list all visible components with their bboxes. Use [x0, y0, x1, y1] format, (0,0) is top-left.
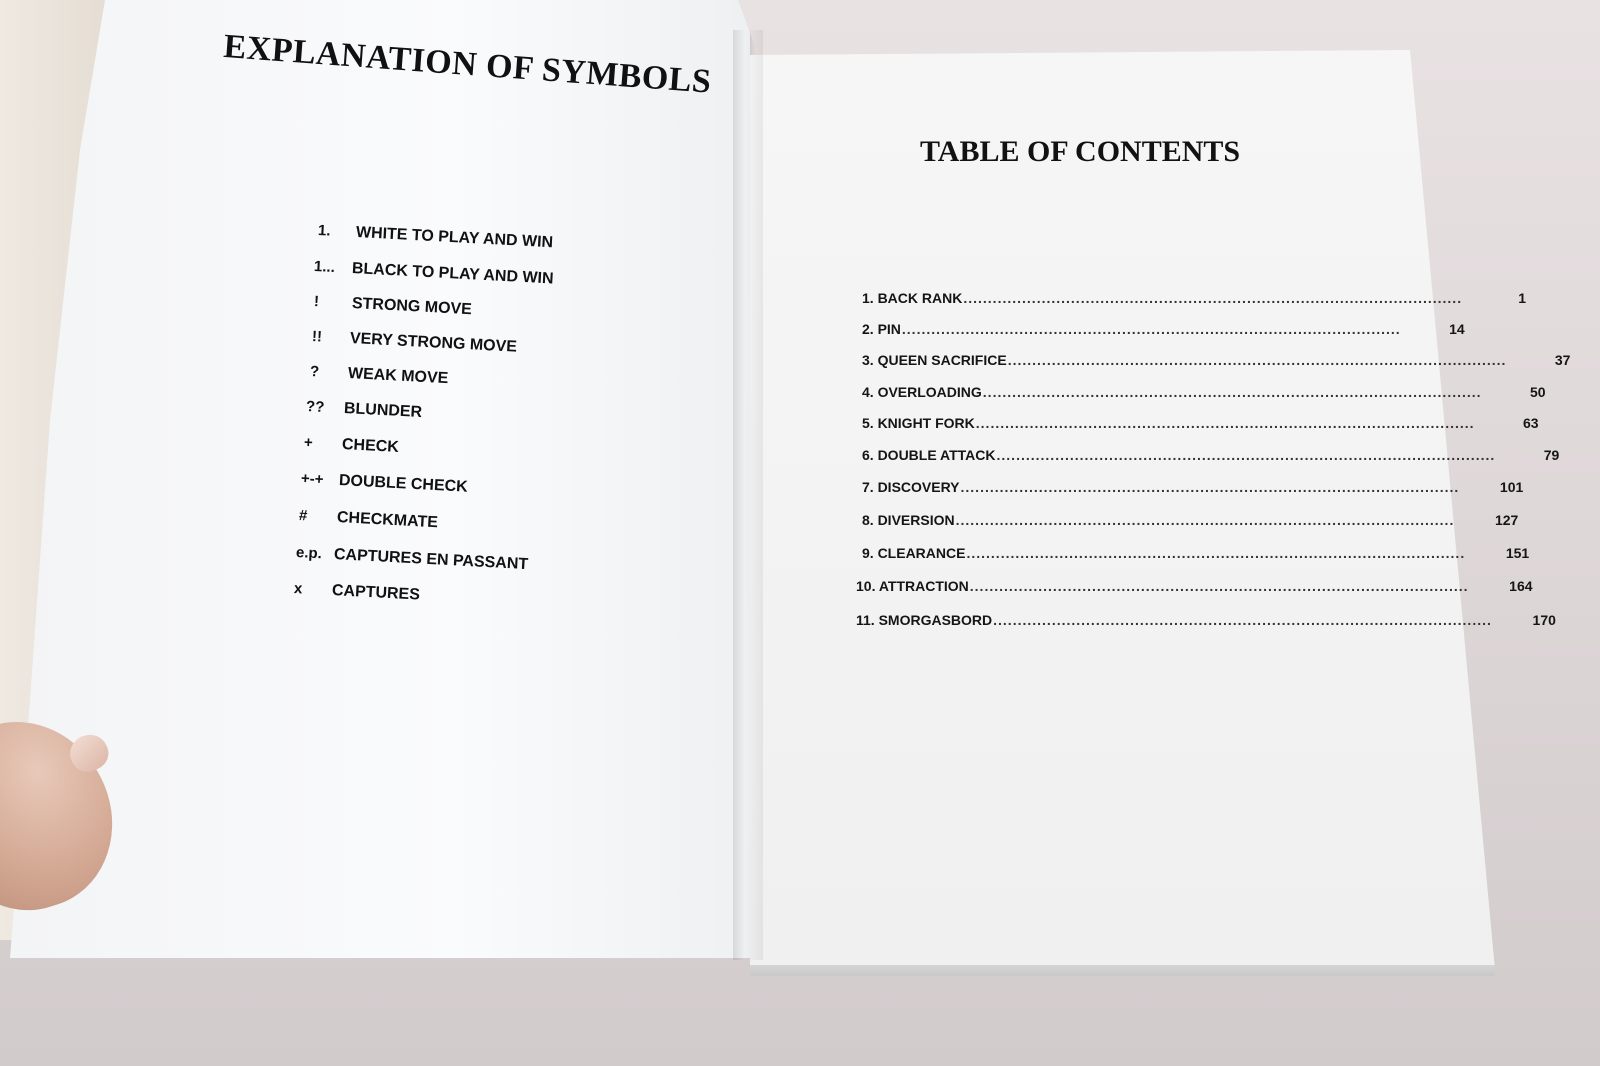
symbol-key: +	[303, 434, 314, 452]
symbol-description: CAPTURES	[331, 582, 421, 604]
symbol-key: !!	[311, 328, 323, 346]
toc-leader-dots: ......................................................................................................	[975, 415, 1475, 431]
symbol-description: CHECK	[341, 436, 400, 456]
symbol-key: ??	[305, 398, 325, 416]
toc-entry-label: 6. DOUBLE ATTACK	[862, 447, 996, 463]
symbol-description: CAPTURES EN PASSANT	[333, 546, 529, 574]
toc-entry	[862, 384, 1546, 400]
toc-entry-label: 8. DIVERSION	[862, 512, 955, 528]
toc-leader-dots: ......................................................................................................	[993, 612, 1492, 628]
toc-entry-label: 11. SMORGASBORD	[856, 612, 993, 628]
toc-entry	[862, 321, 1465, 337]
toc-entry-label: 5. KNIGHT FORK	[862, 415, 975, 431]
symbol-description: BLACK TO PLAY AND WIN	[351, 260, 554, 288]
toc-entry-label: 9. CLEARANCE	[862, 545, 966, 561]
toc-entry-label: 2. PIN	[862, 321, 901, 337]
toc-leader-dots: ......................................................................................................	[982, 384, 1482, 400]
toc-entry-page: 101	[1499, 479, 1524, 495]
symbol-description: DOUBLE CHECK	[338, 472, 469, 496]
toc-entry-label: 7. DISCOVERY	[862, 479, 960, 495]
toc-leader-dots: ......................................................................................................	[1007, 352, 1507, 368]
toc-entry	[862, 545, 1530, 561]
symbol-key: e.p.	[295, 544, 323, 563]
toc-entry-page: 151	[1505, 545, 1530, 561]
toc-entry-page: 170	[1532, 612, 1556, 628]
symbol-key: x	[293, 580, 303, 598]
toc-leader-dots: ......................................................................................................	[969, 578, 1469, 594]
toc-leader-dots: ......................................................................................................	[996, 447, 1496, 463]
toc-entry	[862, 415, 1539, 431]
toc-entry	[862, 479, 1524, 495]
right-page	[750, 50, 1495, 965]
symbol-description: BLUNDER	[343, 400, 423, 422]
symbol-key: !	[313, 293, 320, 311]
toc-entry-page: 63	[1522, 415, 1539, 431]
toc-entry	[862, 290, 1527, 306]
symbol-description: WEAK MOVE	[347, 365, 449, 388]
toc-entry-label: 1. BACK RANK	[862, 290, 963, 306]
symbol-description: WHITE TO PLAY AND WIN	[355, 224, 554, 252]
toc-entry-label: 4. OVERLOADING	[862, 384, 982, 400]
toc-entry-label: 3. QUEEN SACRIFICE	[862, 352, 1007, 368]
symbols-heading: EXPLANATION OF SYMBOLS	[222, 28, 713, 101]
toc-entry	[862, 352, 1571, 368]
toc-entry	[856, 578, 1533, 594]
toc-heading: TABLE OF CONTENTS	[920, 135, 1241, 168]
toc-entry-label: 10. ATTRACTION	[856, 578, 969, 594]
symbol-key: +-+	[300, 470, 324, 489]
toc-entry	[856, 612, 1556, 628]
toc-leader-dots: ......................................................................................................	[960, 479, 1460, 495]
toc-entry-page: 127	[1494, 512, 1519, 528]
symbol-key: 1...	[313, 258, 336, 277]
toc-entry-page: 14	[1449, 321, 1465, 337]
book-gutter	[733, 30, 763, 960]
symbol-key: #	[298, 507, 308, 525]
toc-leader-dots: ......................................................................................................	[963, 290, 1463, 306]
toc-entry	[862, 447, 1560, 463]
symbol-key: 1.	[317, 222, 331, 240]
symbol-key: ?	[309, 363, 320, 381]
toc-entry-page: 37	[1554, 352, 1571, 368]
toc-leader-dots: ......................................................................................................	[955, 512, 1455, 528]
toc-leader-dots: ......................................................................................................	[966, 545, 1466, 561]
symbol-description: STRONG MOVE	[351, 295, 473, 319]
toc-entry-page: 1	[1518, 290, 1527, 306]
toc-entry-page: 50	[1529, 384, 1546, 400]
symbol-description: CHECKMATE	[336, 509, 439, 532]
toc-entry-page: 164	[1509, 578, 1533, 594]
toc-entry	[862, 512, 1519, 528]
toc-leader-dots: ......................................................................................................	[901, 321, 1401, 337]
symbol-description: VERY STRONG MOVE	[349, 330, 518, 356]
toc-entry-page: 79	[1543, 447, 1560, 463]
